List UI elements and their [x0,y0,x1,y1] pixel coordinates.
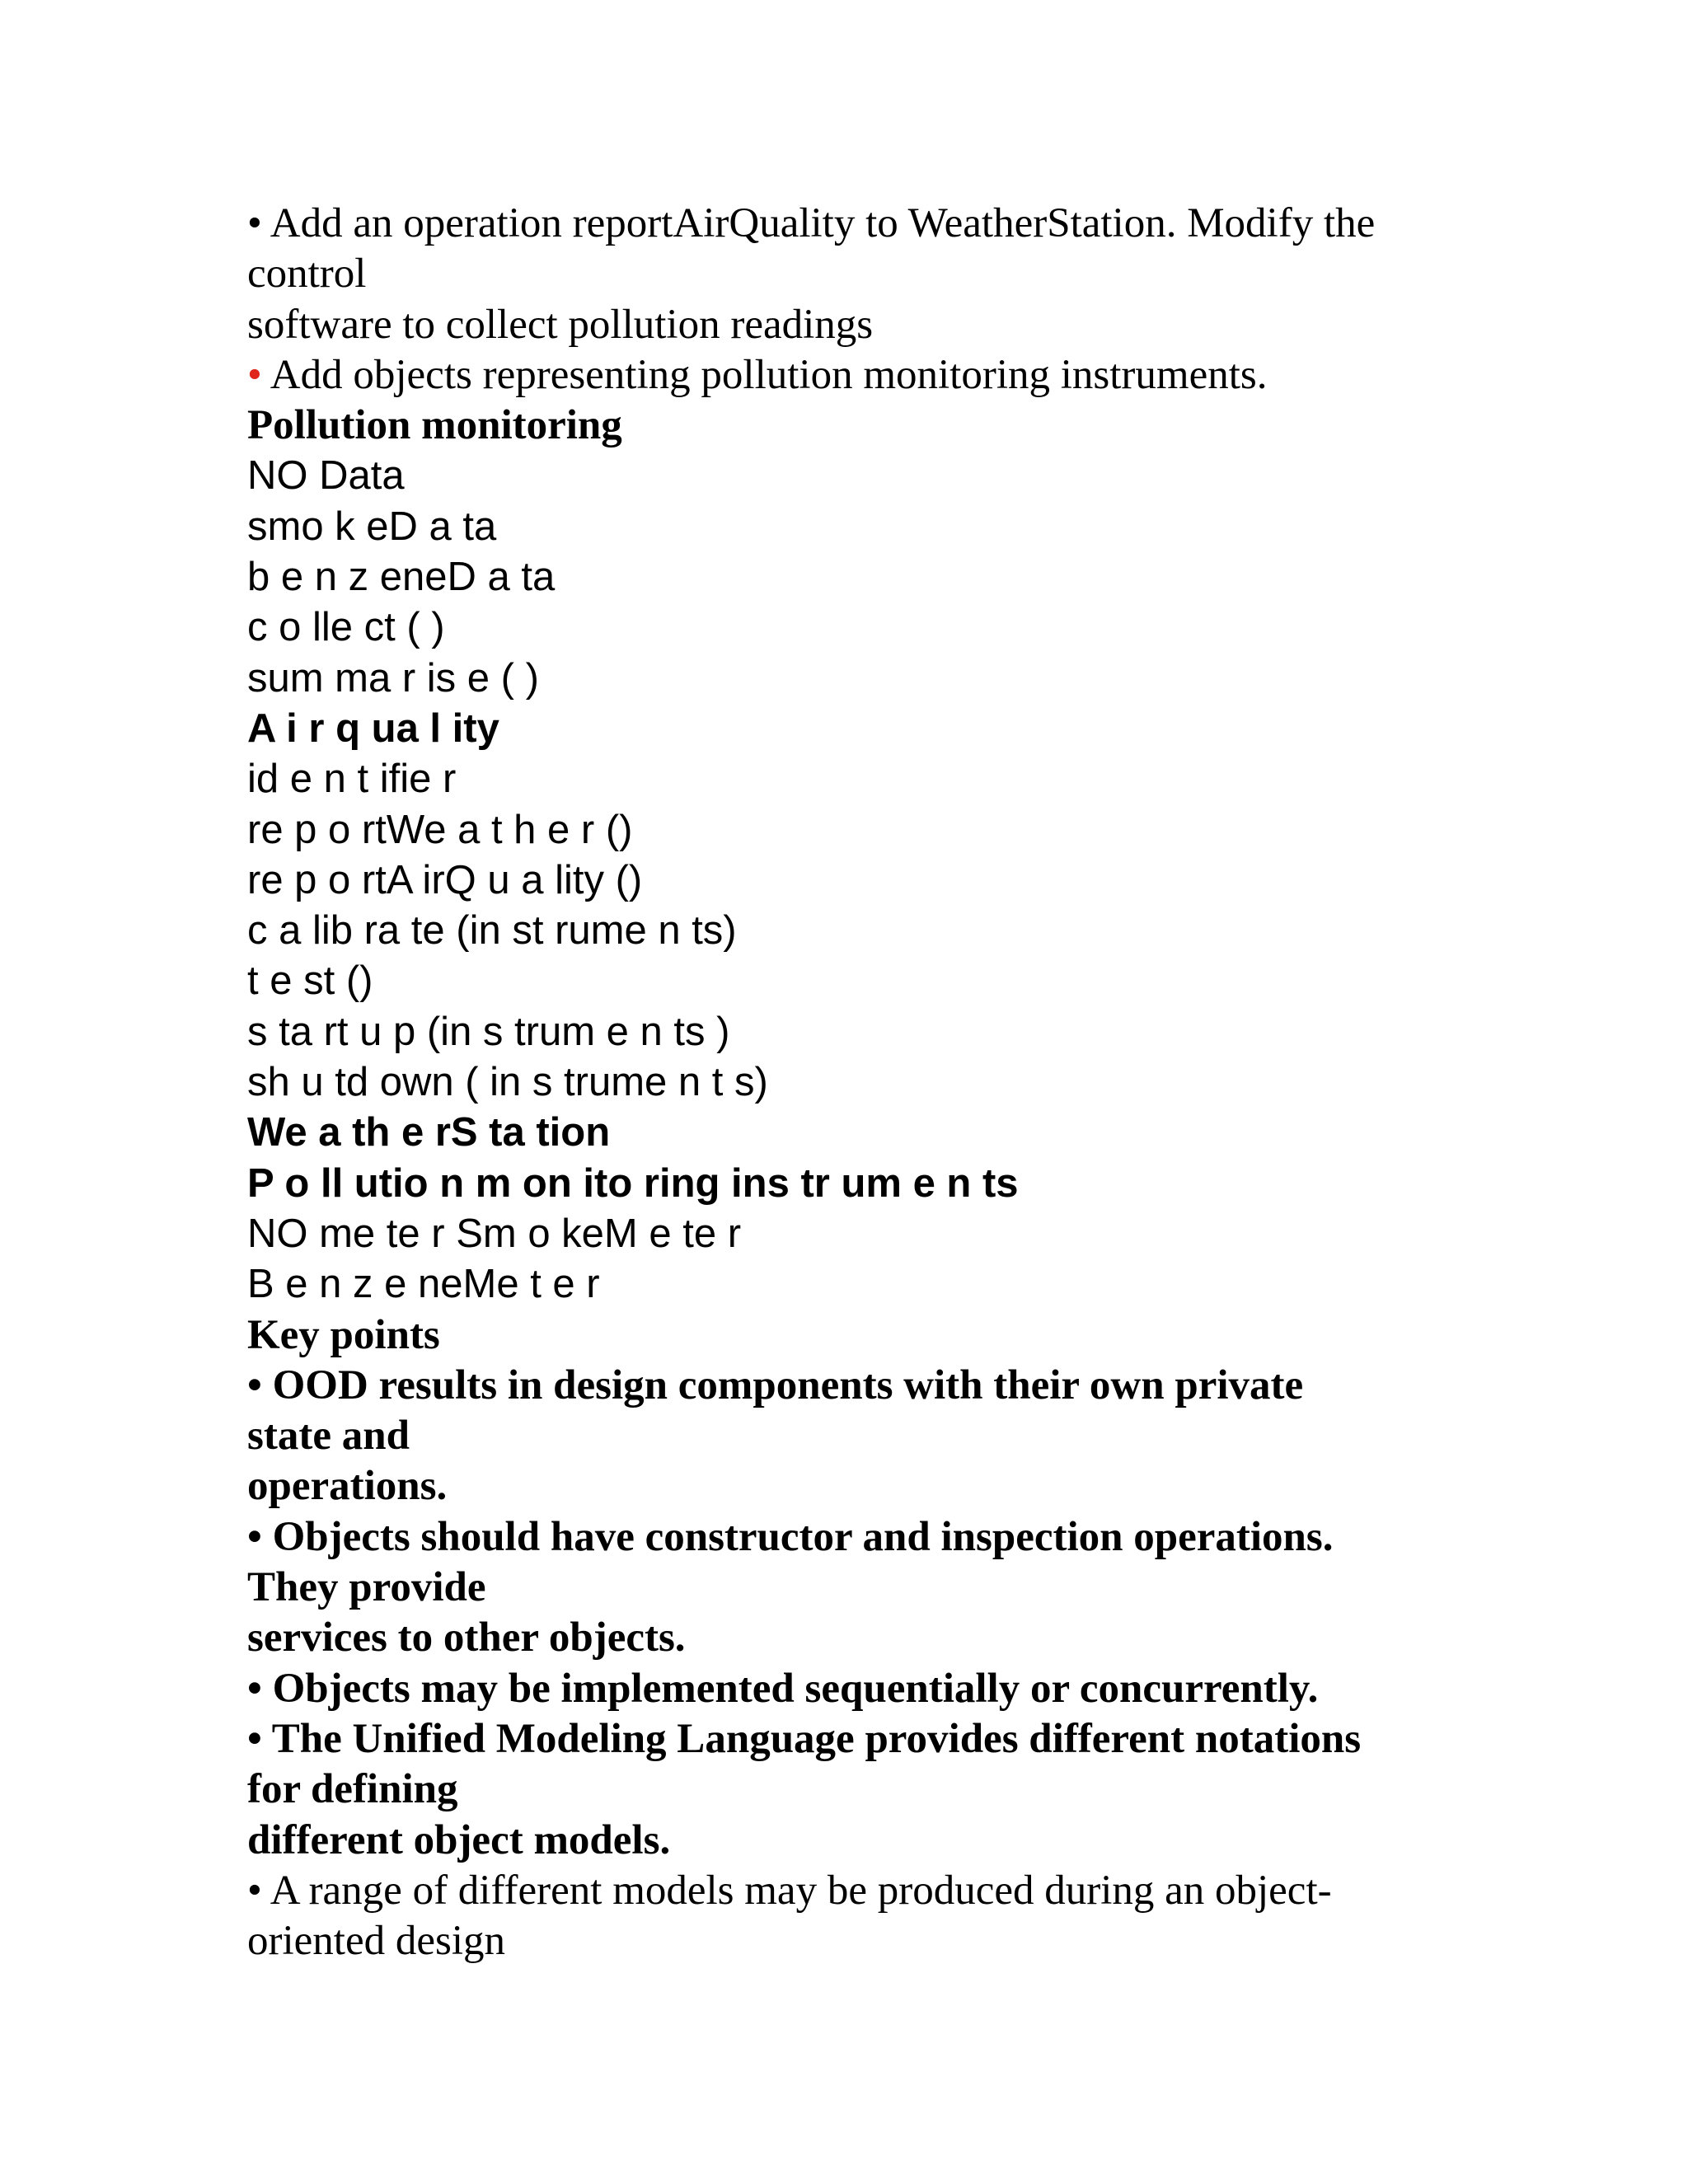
diagram-class-name: P o ll utio n m on ito ring ins tr um e n ts [247,1160,1019,1206]
line-text: Add objects representing pollution monitoring instruments. [270,351,1268,398]
line-text: Add an operation reportAirQuality to WeatherStation. Modify the [270,200,1376,246]
text-line: operations. [247,1463,448,1510]
diagram-text-line: smo k eD a ta [247,504,497,549]
diagram-class-name: We a th e rS ta tion [247,1110,611,1155]
line-text: The Unified Modeling Language provides different notations [271,1715,1362,1762]
diagram-text-line: re p o rtA irQ u a lity () [247,857,643,902]
bullet-glyph: • [247,1513,273,1560]
section-heading: Key points [247,1311,440,1358]
diagram-text-line: s ta rt u p (in s trum e n ts ) [247,1009,730,1054]
diagram-text-line: t e st () [247,958,373,1004]
bullet-line [247,1361,1500,1411]
red-bullet-glyph: • [247,351,270,398]
text-line: for defining [247,1766,458,1813]
diagram-text-line: b e n z eneD a ta [247,555,556,600]
diagram-text-line: re p o rtWe a t h e r () [247,807,633,852]
section-heading: Pollution monitoring [247,402,622,449]
text-line: different object models. [247,1816,671,1863]
line-text: A range of different models may be produced during an object- [270,1867,1332,1914]
diagram-text-line: sum ma r is e ( ) [247,655,539,701]
bullet-line [247,1714,1500,1765]
diagram-text-line: sh u td own ( in s trume n t s) [247,1060,768,1105]
bullet-glyph: • [247,200,270,246]
bullet-glyph: • [247,1715,272,1762]
diagram-text-line: id e n t ifie r [247,757,457,802]
text-line: control [247,251,367,298]
bullet-line [247,1866,1500,1916]
diagram-text-line: c o lle ct ( ) [247,605,445,650]
text-line: software to collect pollution readings [247,301,874,348]
diagram-text-line: B e n z e neMe t e r [247,1262,600,1307]
bullet-glyph: • [247,1361,273,1408]
diagram-class-name: A i r q ua l ity [247,705,499,751]
bullet-glyph: • [247,1867,270,1914]
bullet-line [247,1664,1500,1714]
text-line: They provide [247,1564,486,1611]
diagram-text-line: NO Data [247,453,405,499]
bullet-glyph: • [247,1665,273,1712]
text-line: oriented design [247,1918,505,1965]
line-text: OOD results in design components with their own private [272,1361,1304,1408]
bullet-line [247,350,1500,401]
diagram-text-line: NO me te r Sm o keM e te r [247,1211,742,1256]
line-text: Objects should have constructor and inspection operations. [272,1513,1334,1560]
text-line: services to other objects. [247,1615,686,1661]
bullet-line [247,1512,1500,1563]
text-line: state and [247,1413,410,1460]
bullet-line [247,199,1500,249]
diagram-text-line: c a lib ra te (in st rume n ts) [247,908,737,954]
document-page [247,199,1500,1966]
line-text: Objects may be implemented sequentially or concurrently. [272,1665,1319,1712]
